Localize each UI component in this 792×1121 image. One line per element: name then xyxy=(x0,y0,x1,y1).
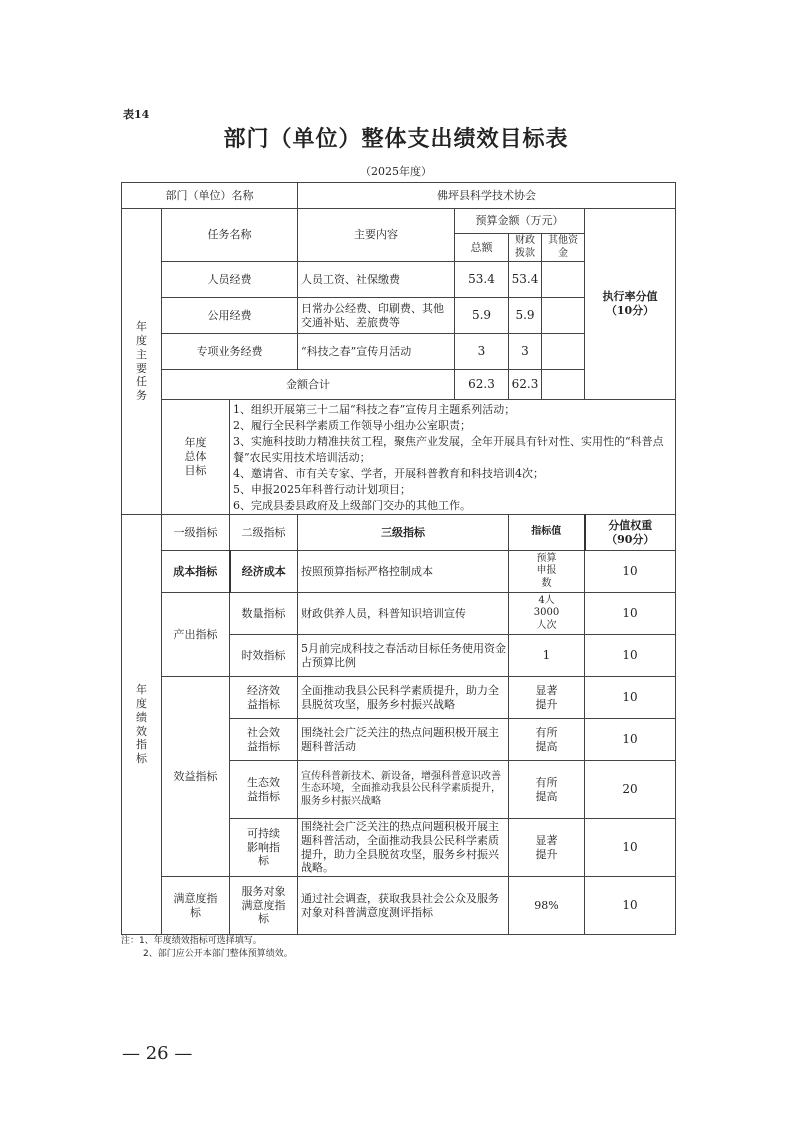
satisfaction-l2: 服务对象满意度指标 xyxy=(230,877,298,935)
goal-item: 5、申报2025年科普行动计划项目； xyxy=(233,483,411,496)
page-number: — 26 — xyxy=(122,1043,193,1064)
benefit-l2: 生态效益指标 xyxy=(230,761,298,819)
sum-total: 62.3 xyxy=(455,370,509,400)
goal-item: 2、履行全民科学素质工作领导小组办公室职责； xyxy=(233,419,471,432)
fiscal-header: 财政拨款 xyxy=(509,234,542,262)
table-number-label: 表14 xyxy=(123,108,150,121)
note-line: 2、部门应公开本部门整体预算绩效。 xyxy=(143,949,293,959)
execution-rate-header: 执行率分值（10分） xyxy=(585,209,676,400)
benefit-value: 显著提升 xyxy=(509,677,585,719)
benefit-l1: 效益指标 xyxy=(162,677,230,877)
total-header: 总额 xyxy=(455,234,509,262)
benefit-weight: 20 xyxy=(585,761,676,819)
task-fiscal-cell: 53.4 xyxy=(509,262,542,298)
output-l2: 数量指标 xyxy=(230,593,298,635)
benefit-l3: 围绕社会广泛关注的热点问题积极开展主题科普活动，全面推动我县公民科学素质提升，助力全县脱贫攻坚，服务乡村振兴战略。 xyxy=(298,819,509,877)
sum-label: 金额合计 xyxy=(162,370,455,400)
goal-item: 4、邀请省、市有关专家、学者，开展科普教育和科技培训4次； xyxy=(233,467,544,480)
cost-l3: 按照预算指标严格控制成本 xyxy=(298,551,509,593)
task-other-cell xyxy=(542,334,585,370)
benefit-value: 有所提高 xyxy=(509,719,585,761)
goal-item: 1、组织开展第三十二届“科技之春”宣传月主题系列活动； xyxy=(233,403,516,416)
benefit-l2: 社会效益指标 xyxy=(230,719,298,761)
goal-item: 6、完成县委县政府及上级部门交办的其他工作。 xyxy=(233,499,471,512)
budget-amount-header: 预算金额（万元） xyxy=(455,209,585,234)
satisfaction-l1: 满意度指标 xyxy=(162,877,230,935)
task-content-cell: 日常办公经费、印刷费、其他交通补贴、差旅费等 xyxy=(298,298,455,334)
benefit-weight: 10 xyxy=(585,677,676,719)
task-other-cell xyxy=(542,298,585,334)
output-value: 4人3000人次 xyxy=(509,593,585,635)
dept-name-label: 部门（单位）名称 xyxy=(122,183,298,209)
task-name-cell: 公用经费 xyxy=(162,298,298,334)
annual-task-section-label: 年度主要任务 xyxy=(122,209,162,515)
satisfaction-weight: 10 xyxy=(585,877,676,935)
cost-weight: 10 xyxy=(585,551,676,593)
benefit-l3: 全面推动我县公民科学素质提升，助力全县脱贫攻坚，服务乡村振兴战略 xyxy=(298,677,509,719)
output-l3: 5月前完成科技之春活动目标任务使用资金占预算比例 xyxy=(298,635,509,677)
benefit-value: 有所提高 xyxy=(509,761,585,819)
task-other-cell xyxy=(542,262,585,298)
task-name-header: 任务名称 xyxy=(162,209,298,262)
l2-header: 二级指标 xyxy=(230,515,298,551)
output-weight: 10 xyxy=(585,635,676,677)
task-fiscal-cell: 3 xyxy=(509,334,542,370)
cost-l1: 成本指标 xyxy=(162,551,230,593)
satisfaction-l3: 通过社会调查，获取我县社会公众及服务对象对科普满意度测评指标 xyxy=(298,877,509,935)
weight-header: 分值权重（90分） xyxy=(585,515,676,551)
benefit-l2: 经济效益指标 xyxy=(230,677,298,719)
task-name-cell: 人员经费 xyxy=(162,262,298,298)
document-title: 部门（单位）整体支出绩效目标表 xyxy=(223,126,569,152)
output-value: 1 xyxy=(509,635,585,677)
output-l2: 时效指标 xyxy=(230,635,298,677)
main-content-header: 主要内容 xyxy=(298,209,455,262)
task-total-cell: 5.9 xyxy=(455,298,509,334)
benefit-weight: 10 xyxy=(585,819,676,877)
note-line: 注：1、年度绩效指标可选择填写。 xyxy=(121,936,262,946)
goal-item: 3、实施科技助力精准扶贫工程，聚焦产业发展，全年开展具有针对性、实用性的“科普点餐”农民实用技术培训活动； xyxy=(233,435,664,464)
value-header: 指标值 xyxy=(509,515,585,551)
dept-name-value: 佛坪县科学技术协会 xyxy=(298,183,676,209)
sum-fiscal: 62.3 xyxy=(509,370,542,400)
output-weight: 10 xyxy=(585,593,676,635)
benefit-value: 显著提升 xyxy=(509,819,585,877)
benefit-l3: 宣传科普新技术、新设备，增强科普意识改善生态环境，全面推动我县公民科学素质提升，服务乡村振兴战略 xyxy=(298,761,509,819)
sum-other xyxy=(542,370,585,400)
task-total-cell: 3 xyxy=(455,334,509,370)
task-total-cell: 53.4 xyxy=(455,262,509,298)
benefit-l3: 围绕社会广泛关注的热点问题积极开展主题科普活动 xyxy=(298,719,509,761)
l1-header: 一级指标 xyxy=(162,515,230,551)
performance-target-table xyxy=(121,182,676,935)
l3-header: 三级指标 xyxy=(298,515,509,551)
task-fiscal-cell: 5.9 xyxy=(509,298,542,334)
benefit-l2: 可持续影响指标 xyxy=(230,819,298,877)
table-notes xyxy=(121,935,293,961)
document-year: （2025年度） xyxy=(360,165,432,178)
overall-goal-label: 年度总体目标 xyxy=(162,400,230,515)
task-content-cell: 人员工资、社保缴费 xyxy=(298,262,455,298)
indicators-section-label: 年度绩效指标 xyxy=(122,515,162,935)
overall-goal-content xyxy=(230,400,676,515)
satisfaction-value: 98% xyxy=(509,877,585,935)
task-content-cell: “科技之春”宣传月活动 xyxy=(298,334,455,370)
cost-value: 预算申报数 xyxy=(509,551,585,593)
output-l3: 财政供养人员，科普知识培训宣传 xyxy=(298,593,509,635)
output-l1: 产出指标 xyxy=(162,593,230,677)
cost-l2: 经济成本 xyxy=(230,551,298,593)
other-funds-header: 其他资金 xyxy=(542,234,585,262)
task-name-cell: 专项业务经费 xyxy=(162,334,298,370)
benefit-weight: 10 xyxy=(585,719,676,761)
